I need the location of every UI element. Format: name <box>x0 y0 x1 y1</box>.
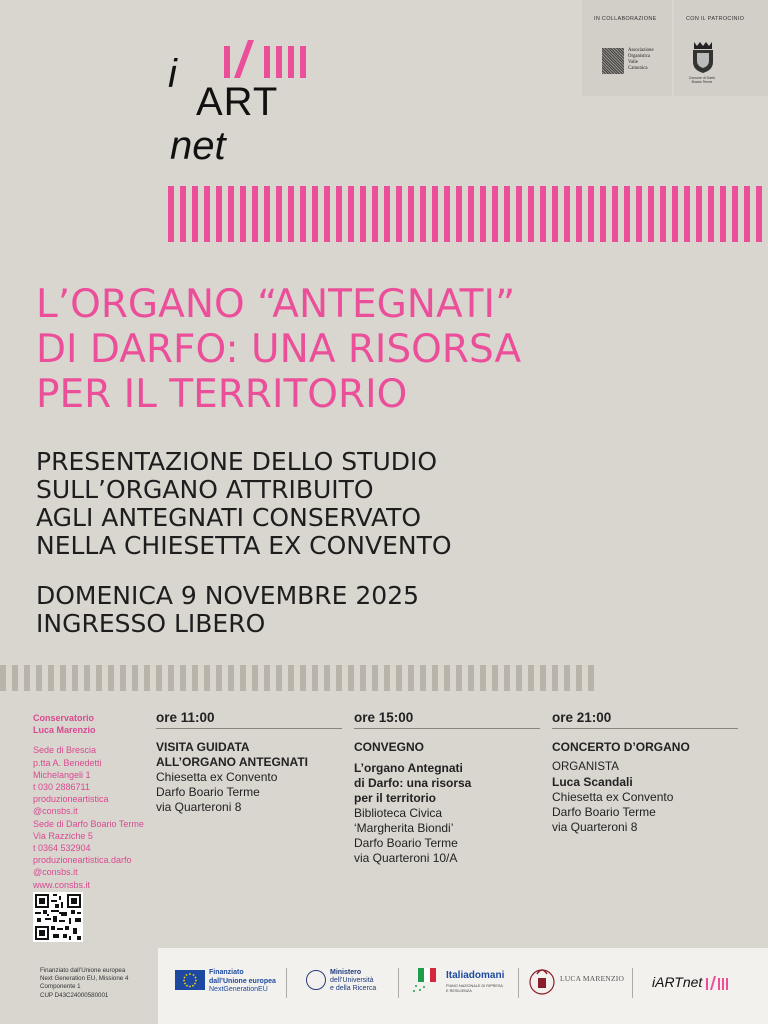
event-title: CONCERTO D’ORGANO <box>552 740 690 754</box>
logo-art: ART <box>196 80 279 124</box>
footer-logo-bars-icon <box>706 976 730 990</box>
event-column-1 <box>156 710 342 815</box>
event-title: VISITA GUIDATA ALL’ORGANO ANTEGNATI <box>156 740 308 769</box>
funding-info: Finanziato dall’Unione europea Next Generation EU, Missione 4 Componente 1 CUP D43C24000580001 <box>40 967 129 999</box>
gray-stripes-decoration <box>0 665 598 691</box>
patronage-label: CON IL PATROCINIO <box>686 16 745 22</box>
italiadomani-icon <box>412 966 444 994</box>
municipality-crest-icon <box>690 40 716 74</box>
association-logo <box>602 48 624 74</box>
logo-bars-icon <box>224 38 310 80</box>
divider <box>286 968 287 998</box>
event-column-2 <box>354 710 540 866</box>
logo-i: i <box>168 52 177 96</box>
ministry-label: Ministero dell’Università e della Ricerca <box>330 969 377 993</box>
event-time: ore 21:00 <box>552 710 738 729</box>
municipality-label: Comune di Darfo Boario Terme <box>688 76 716 84</box>
event-column-3 <box>552 710 738 835</box>
divider <box>632 968 633 998</box>
event-time: ore 11:00 <box>156 710 342 729</box>
subtitle: PRESENTAZIONE DELLO STUDIO SULL’ORGANO ATTRIBUITO AGLI ANTEGNATI CONSERVATO NELLA CHIESETTA EX CONVENTO <box>36 447 452 560</box>
collaboration-box <box>582 0 672 96</box>
eu-funding-label: Finanziato dall’Unione europea NextGenerationEU <box>209 969 276 993</box>
italiadomani-label: Italiadomani <box>446 970 505 981</box>
website-link[interactable]: www.consbs.it <box>33 879 91 890</box>
talk-title: L’organo Antegnati di Darfo: una risorsa per il territorio <box>354 761 472 805</box>
event-location: Chiesetta ex Convento Darfo Boario Terme via Quarteroni 8 <box>156 770 278 814</box>
collaboration-label: IN COLLABORAZIONE <box>594 16 657 22</box>
conservatorio-info: Conservatorio Luca Marenzio Sede di Brescia p.tta A. Benedetti Michelangeli 1 t 030 2886711 produzioneartistica @consbs.it Sede di Darfo Boario Terme Via Razziche 5 t 0364 532904 produzioneartistica.darfo @consbs.it www.consbs.it <box>33 712 153 891</box>
event-location: Chiesetta ex Convento Darfo Boario Terme via Quarteroni 8 <box>552 790 674 834</box>
pink-stripes-decoration <box>168 186 768 242</box>
qr-code-icon[interactable] <box>33 892 83 942</box>
event-location: Biblioteca Civica ‘Margherita Biondi’ Darfo Boario Terme via Quarteroni 10/A <box>354 806 458 865</box>
patronage-box <box>674 0 768 96</box>
event-date: DOMENICA 9 NOVEMBRE 2025 INGRESSO LIBERO <box>36 581 420 638</box>
ministry-emblem-icon <box>306 970 326 990</box>
performer-name: Luca Scandali <box>552 775 633 789</box>
divider <box>518 968 519 998</box>
logo-net: net <box>170 124 226 168</box>
page-title: L’ORGANO “ANTEGNATI” DI DARFO: UNA RISORSA PER IL TERRITORIO <box>36 282 522 417</box>
divider <box>398 968 399 998</box>
performer-role: ORGANISTA <box>552 761 619 773</box>
association-name: Associazione Organistica Valle Camonica <box>628 48 654 71</box>
conservatorio-seal-icon <box>528 964 556 998</box>
event-title: CONVEGNO <box>354 740 425 754</box>
eu-flag-icon <box>175 970 205 990</box>
italiadomani-sublabel: PIANO NAZIONALE DI RIPRESA E RESILIENZA <box>446 984 503 993</box>
footer-logo: iARTnet <box>652 974 703 990</box>
event-time: ore 15:00 <box>354 710 540 729</box>
marenzio-label: LUCA MARENZIO <box>560 974 625 983</box>
